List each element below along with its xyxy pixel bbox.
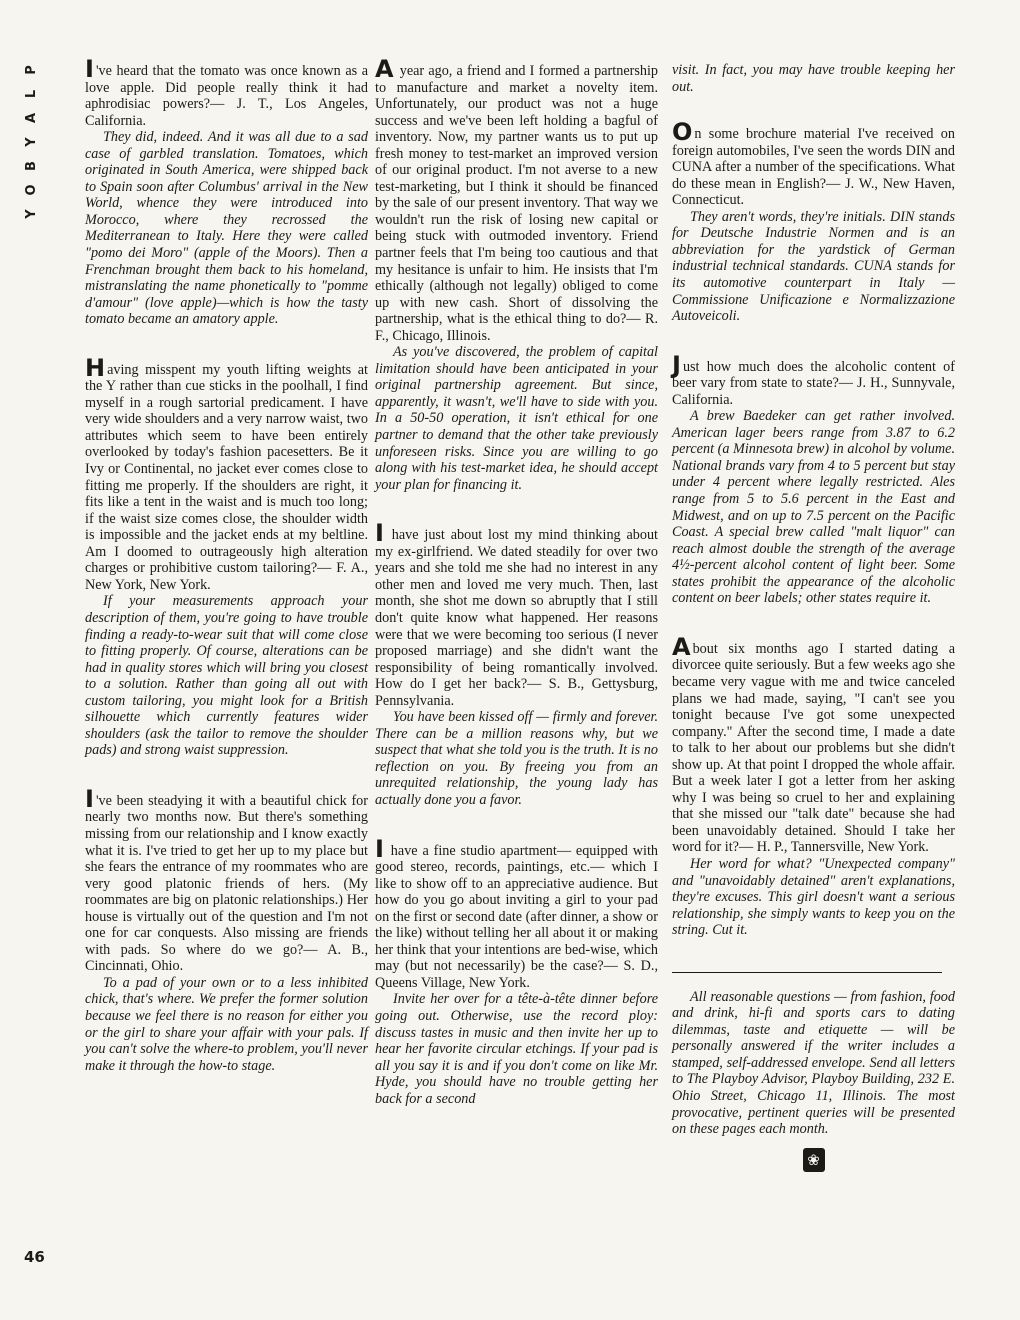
advice-entry	[85, 784, 368, 1074]
question	[672, 118, 955, 209]
answer: To a pad of your own or to a less inhibited chick, that's where. We prefer the former solution because we feel there is no reason for either you or the girl to share your affair with your pals. If you can't solve the where-to problem, you'll never make it through the how-to stage.	[85, 974, 368, 1074]
page-number: 46	[24, 1248, 45, 1266]
answer: Invite her over for a tête-à-tête dinner before going out. Otherwise, use the record ploy: discuss tastes in music and then invite her up to hear her favorite circular etchings. If your pad is all you say it is and if you don't come on like Mr. Hyde, you should have no trouble getting her back for a second	[375, 991, 658, 1107]
drop-cap: H	[85, 353, 106, 382]
advice-entry	[85, 353, 368, 759]
drop-cap: O	[672, 118, 693, 147]
drop-cap: A	[672, 632, 691, 661]
answer: You have been kissed off — firmly and forever. There can be a million reasons why, but we suspect that what she told you is the truth. It is no reflection on you. By freeing you from an unrequited relationship, the young lady has actually done you a favor.	[375, 709, 658, 808]
advice-entry	[375, 55, 658, 493]
question	[85, 55, 368, 129]
sidebar-letter: O	[24, 184, 39, 196]
sidebar-letter: L	[24, 89, 39, 99]
sidebar-letter: A	[24, 112, 39, 124]
advice-entry	[375, 519, 658, 808]
drop-cap: I	[85, 784, 94, 813]
answer: They aren't words, they're initials. DIN stands for Deutsche Industrie Normen and is an abbreviation for the yardstick of German industrial technical standards. CUNA stands for its automotive counterpart in Italy — Commissione Unificazione e Normalizzazione Autoveicoli.	[672, 208, 955, 325]
question-text: ust how much does the alcoholic content of beer vary from state to state?— J. H., Sunnyvale, California.	[672, 358, 955, 408]
footer-divider	[672, 972, 942, 973]
answer: They did, indeed. And it was all due to a sad case of garbled translation. Tomatoes, which originated in South America, were shipped back to Spain soon after Columbus' arrival in the New World, whence they were introduced into Morocco, where they recrossed the Mediterranean to Italy. Here they were called "pomo dei Moro" (apple of the Moors). Then a Frenchman brought them back to his homeland, mistranslating the name phonetically to "pomme d'amour" (love apple)—which is how the tasty tomato became an amatory apple.	[85, 129, 368, 328]
question	[672, 350, 955, 409]
question-text: bout six months ago I started dating a divorcee quite seriously. But a few weeks ago she became very vague with me and twice canceled plans we had made, saying, "I can't see you tonight because I've got some unexpected company." After the second time, I made a date to talk to her about our problems but she didn't show up. At that point I dropped the whole affair. But a week later I got a letter from her asking why I was being so cruel to her and explaining that she missed our "talk date" because she had been unavoidably detained. Should I take her word for it?— H. P., Tannersville, New York.	[672, 640, 955, 856]
question	[375, 519, 658, 709]
column-2	[375, 55, 658, 1140]
question-text: n some brochure material I've received on foreign automobiles, I've seen the words DIN and CUNA after a number of the specifications. What do these mean in English?— J. W., New Haven, Connecticut.	[672, 126, 955, 209]
answer-continuation: visit. In fact, you may have trouble keeping her out.	[672, 62, 955, 95]
question	[85, 784, 368, 975]
question-text: 've been steadying it with a beautiful chick for nearly two months now. But there's something missing from our relationship and I know exactly what it is. I've tried to get her up to my place but she fears the entrance of my roommates who are very good platonic friends of hers. (My roommates are big on platonic relationships.) Her house is virtually out of the question and I'm not one for car conquests. Also missing are friends with pads. So where do we go?— A. B., Cincinnati, Ohio.	[85, 792, 368, 975]
sidebar-letter: Y	[24, 209, 39, 219]
question	[375, 834, 658, 992]
advice-entry	[375, 834, 658, 1108]
column-1	[85, 55, 368, 1107]
sidebar-letter: Y	[24, 137, 39, 147]
advice-entry	[672, 632, 955, 939]
sidebar-letter: B	[24, 161, 39, 171]
question-text: have a fine studio apartment— equipped with good stereo, records, paintings, etc.— which I like to show off to an appreciative audience. But how do you go about inviting a girl to your pad on the first or second date (after dinner, a show or the like) without telling her all about it or making her think that your intentions are bed-wise, which may (but not necessarily) be the case?— S. D., Queens Village, New York.	[375, 842, 658, 991]
rabbit-head-icon: ❀	[803, 1148, 825, 1172]
sidebar-letter: P	[24, 65, 39, 75]
question-text: 've heard that the tomato was once known as a love apple. Did people really think it had aphrodisiac powers?— J. T., Los Angeles, California.	[85, 63, 368, 129]
answer: If your measurements approach your description of them, you're going to have trouble finding a ready-to-wear suit that will come close to fitting properly. Of course, alterations can be had in quality stores which will bring you closest to a solution. Rather than going all out with custom tailoring, you might look for a British silhouette which currently features wider shoulders (ask the tailor to remove the shoulder pads) and strong waist suppression.	[85, 593, 368, 759]
answer: A brew Baedeker can get rather involved. American lager beers range from 3.87 to 6.2 percent (a Minnesota brew) in alcohol by volume. National brands vary from 4 to 5 percent but stay under 4 percent where legally restricted. Ales range from 5 to 5.6 percent in the East and Midwest, and on up to 7.5 percent on the Pacific Coast. A special brew called "malt liquor" can reach almost double the strength of the average 4½-percent alcohol content of light beer. Some states prohibit the appearance of the alcoholic content on beer labels; other states require it.	[672, 408, 955, 607]
advice-entry	[672, 118, 955, 325]
advice-entry	[672, 350, 955, 607]
drop-cap: I	[375, 519, 384, 548]
question-text: year ago, a friend and I formed a partnership to manufacture and market a novelty item. Unfortunately, our product was not a huge success and we've been left holding a bagful of inventory. Now, my partner wants us to put up fresh money to test-market an improved version of our original product. I'm not averse to a new test-marketing, but I think it should be financed by the sale of our present inventory. That way we wouldn't run the risk of losing new capital or being stuck with outmoded inventory. Friend partner feels that I'm being too cautious and that my hesitance is unfair to him. He insists that I'm ethically (although not legally) obliged to come up with new cash. Short of dissolving the partnership, what is the ethical thing to do?— R. F., Chicago, Illinois.	[375, 63, 658, 344]
submission-note: All reasonable questions — from fashion, food and drink, hi-fi and sports cars to dating dilemmas, taste and etiquette — will be personally answered if the writer includes a stamped, self-addressed envelope. Send all letters to The Playboy Advisor, Playboy Building, 232 E. Ohio Street, Chicago 11, Illinois. The most provocative, pertinent queries will be presented on these pages each month.	[672, 988, 955, 1138]
question	[375, 55, 658, 344]
drop-cap: I	[85, 55, 94, 83]
magazine-sidebar-title	[22, 58, 42, 226]
drop-cap: I	[375, 834, 384, 863]
drop-cap: A	[375, 55, 394, 83]
answer: Her word for what? "Unexpected company" and "unavoidably detained" aren't explanations, they're excuses. This girl doesn't want a serious relationship, she simply wants to keep you on the string. Cut it.	[672, 855, 955, 939]
question-text: aving misspent my youth lifting weights at the Y rather than cue sticks in the poolhall, I find myself in a rough sartorial predicament. I have very wide shoulders and a very narrow waist, two attributes which seem to have been entirely overlooked by today's fashion pacesetters. Be it Ivy or Continental, no jacket ever comes close to fitting me properly. If the shoulders are right, it fits like a tent in the waist and is much too long; if the waist size comes close, the shoulder width is impossible and the jacket ends at my beltline. Am I doomed to outrageously high alteration charges or prohibitive custom tailoring?— F. A., New York, New York.	[85, 361, 368, 593]
advice-entry	[85, 55, 368, 328]
question	[672, 632, 955, 856]
answer: As you've discovered, the problem of capital limitation should have been anticipated in your original partnership agreement. But since, apparently, it wasn't, we'll have to side with you. In a 50-50 operation, it isn't ethical for one partner to demand that the other take previously unforeseen risks. Since you are willing to go along with his test-market idea, he should accept your plan for financing it.	[375, 344, 658, 493]
question-text: have just about lost my mind thinking about my ex-girlfriend. We dated steadily for over two years and she told me she had no interest in any other men and loved me very much. Then, last month, she shot me down so abruptly that I still don't quite know what happened. Her reasons were that we were becoming too serious (I never proposed marriage) and she didn't want the responsibility of being romantically involved. How do I get her back?— S. B., Gettysburg, Pennsylvania.	[375, 527, 658, 709]
question	[85, 353, 368, 594]
drop-cap: J	[672, 350, 681, 379]
column-3	[672, 62, 955, 1172]
